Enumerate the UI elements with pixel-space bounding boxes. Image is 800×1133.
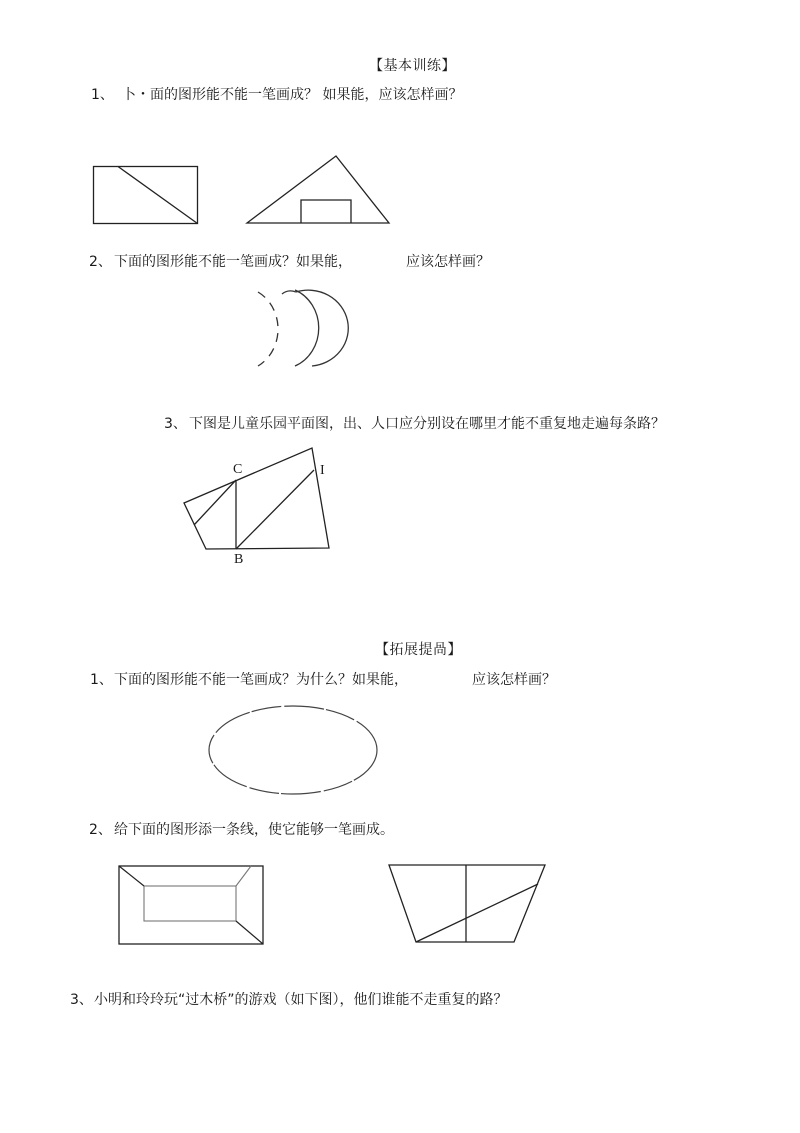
basic-q3-text: 下图是儿童乐园平面图，出、人口应分别设在哪里才能不重复地走遍每条路？ [189, 416, 665, 432]
diagonal-line [118, 167, 198, 224]
corner-line-top-right [236, 866, 251, 886]
trapezoid-figure [384, 860, 550, 948]
outer-frame [119, 866, 263, 944]
path-b-diagonal [236, 470, 314, 549]
corner-line-bottom-right [236, 921, 263, 944]
ellipse-figure [205, 702, 381, 802]
extended-q1-number: 1、 [90, 672, 113, 688]
outer-rectangle [94, 167, 198, 224]
trapezoid-outline [389, 865, 545, 942]
park-plan-figure [180, 443, 340, 555]
overlapping-arcs-figure [250, 284, 370, 374]
basic-q2-text: 下面的图形能不能一笔画成？如果能， [114, 254, 352, 270]
nested-rectangles-figure [115, 862, 267, 950]
basic-q3-number: 3、 [164, 416, 187, 432]
extended-q3-text: 小明和玲玲玩“过木桥”的游戏（如下图），他们谁能不走重复的路？ [94, 992, 508, 1008]
path-c-left-diagonal [194, 480, 236, 525]
extended-q2-text: 给下面的图形添一条线，使它能够一笔画成。 [114, 822, 394, 838]
inner-box [301, 200, 351, 223]
basic-heading: 【基本训练】 [369, 58, 456, 74]
left-dashed-arc [258, 292, 278, 366]
basic-q1-text: 卜・面的图形能不能一笔画成？ 如果能，应该怎样画？ [122, 87, 463, 103]
ellipse-outline [209, 706, 377, 794]
basic-q2-text-tail: 应该怎样画？ [406, 254, 490, 270]
right-arc [296, 290, 348, 366]
park-outline [184, 448, 329, 549]
extended-q2-number: 2、 [89, 822, 112, 838]
label-b: B [234, 552, 244, 567]
extended-q1-text: 下面的图形能不能一笔画成？为什么？如果能， [114, 672, 408, 688]
extended-q1-text-tail: 应该怎样画？ [472, 672, 556, 688]
diagonal-divider [416, 884, 538, 942]
middle-arc [295, 290, 319, 366]
label-i: I [320, 463, 325, 478]
rectangle-diagonal-figure [90, 163, 202, 227]
inner-frame [144, 886, 236, 921]
extended-heading: 【拓展提咼】 [375, 642, 462, 658]
label-c: C [233, 462, 243, 477]
triangle-outline [247, 156, 389, 223]
basic-q2-number: 2、 [89, 254, 112, 270]
left-arc-top [282, 291, 296, 294]
extended-q3-number: 3、 [70, 992, 93, 1008]
corner-line-top-left [119, 866, 144, 886]
triangle-with-box-figure [242, 152, 394, 228]
basic-q1-number: 1、 [91, 87, 114, 103]
